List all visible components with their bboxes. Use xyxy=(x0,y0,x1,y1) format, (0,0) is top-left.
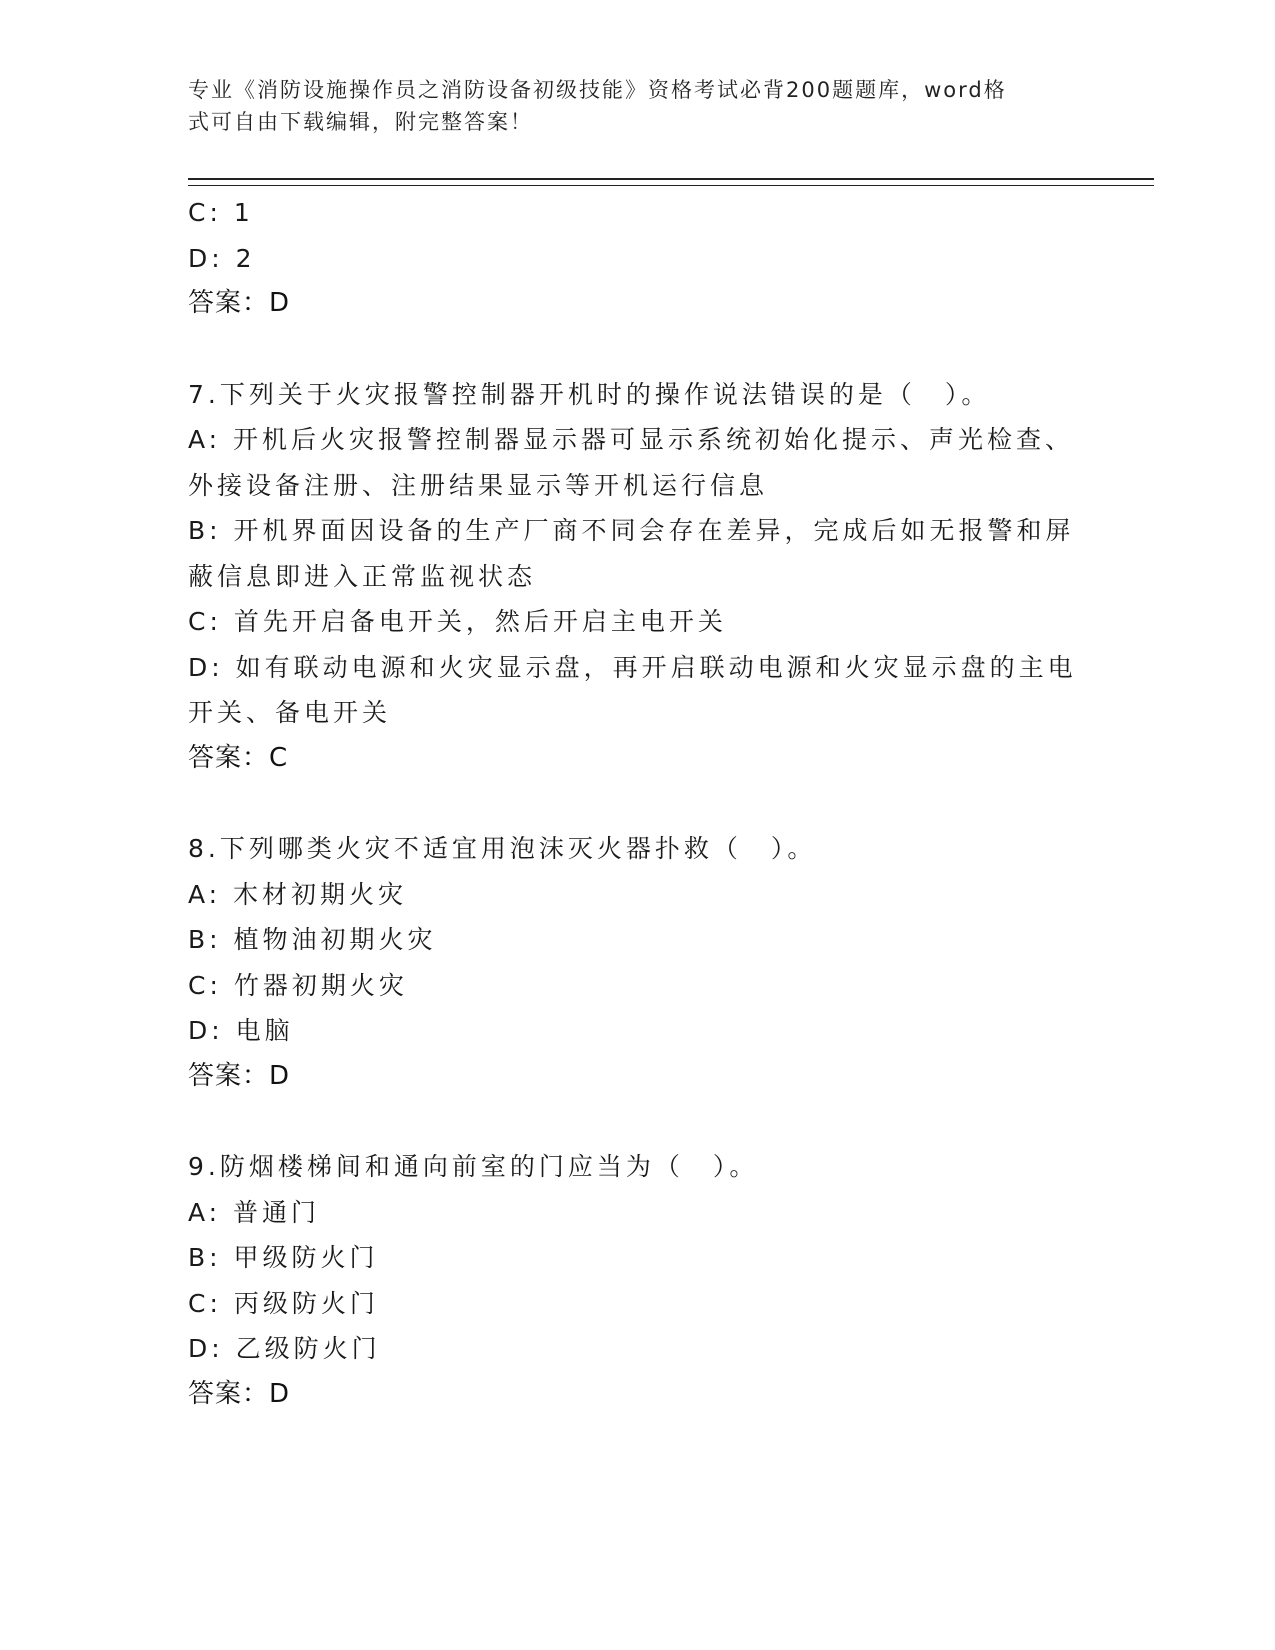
answer: 答案：D xyxy=(188,1060,291,1091)
option-a-continued: 外接设备注册、注册结果显示等开机运行信息 xyxy=(188,470,769,500)
option-c: C: 竹器初期火灾 xyxy=(188,970,408,1000)
answer: 答案：D xyxy=(188,288,291,318)
option-b: B: 甲级防火门 xyxy=(188,1243,379,1272)
header-title-line-2: 式可自由下载编辑，附完整答案！ xyxy=(188,110,533,134)
option-a: A: 开机后火灾报警控制器显示器可显示系统初始化提示、声光检查、 xyxy=(188,425,1075,454)
question-7 xyxy=(188,372,1088,782)
option-d: D: 电脑 xyxy=(188,1016,294,1045)
option-d: D: 如有联动电源和火灾显示盘，再开启联动电源和火灾显示盘的主电 xyxy=(188,652,1077,682)
question-9 xyxy=(188,1144,1088,1417)
question-list xyxy=(188,190,1088,1417)
option-b-continued: 蔽信息即进入正常监视状态 xyxy=(188,561,537,591)
header-divider xyxy=(188,178,1154,186)
option-b: B: 开机界面因设备的生产厂商不同会存在差异，完成后如无报警和屏 xyxy=(188,516,1075,545)
question-6-continued xyxy=(188,190,1088,327)
question-stem: 8.下列哪类火灾不适宜用泡沫灭火器扑救（ ）。 xyxy=(188,834,817,863)
option-b: B: 植物油初期火灾 xyxy=(188,925,437,954)
answer: 答案：D xyxy=(188,1378,291,1409)
option-c: C: 丙级防火门 xyxy=(188,1288,379,1318)
option-d-continued: 开关、备电开关 xyxy=(188,698,392,727)
question-8 xyxy=(188,826,1088,1099)
document-header xyxy=(188,74,1088,138)
option-c: C: 1 xyxy=(188,198,254,227)
option-d: D: 乙级防火门 xyxy=(188,1334,381,1363)
option-c: C: 首先开启备电开关，然后开启主电开关 xyxy=(188,607,727,636)
question-stem: 7.下列关于火灾报警控制器开机时的操作说法错误的是（ ）。 xyxy=(188,379,991,409)
option-a: A: 普通门 xyxy=(188,1197,321,1227)
answer: 答案：C xyxy=(188,742,289,773)
question-stem: 9.防烟楼梯间和通向前室的门应当为（ ）。 xyxy=(188,1152,759,1181)
header-title-line-1: 专业《消防设施操作员之消防设备初级技能》资格考试必背200题题库，word格 xyxy=(188,78,1007,102)
option-a: A: 木材初期火灾 xyxy=(188,879,408,909)
option-d: D: 2 xyxy=(188,243,256,273)
